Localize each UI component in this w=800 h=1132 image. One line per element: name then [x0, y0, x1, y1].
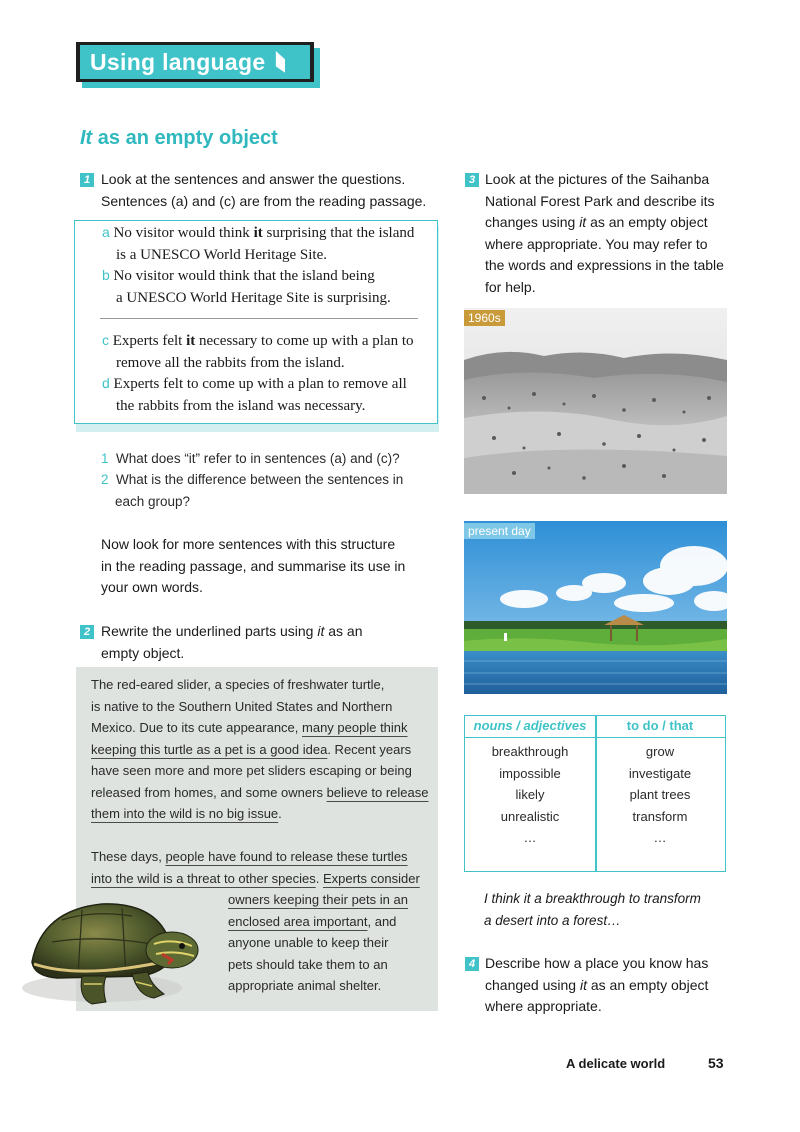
section-title: It as an empty object	[80, 127, 278, 149]
task3-instructions: Look at the pictures of the Saihanba National Forest Park and describe its changes using it as an empty object where appropriate. You may refer to the words and expressions in the table for help.	[485, 171, 724, 295]
photo-1960s-desert	[464, 308, 727, 494]
task-number-4: 4	[465, 957, 479, 971]
photo-tag-1960s: 1960s	[464, 310, 505, 326]
photo-present-day-forest	[464, 521, 727, 694]
task4-instructions: Describe how a place you know has changed using it as an empty object where appropriate.	[485, 955, 709, 1014]
vocabulary-table	[464, 715, 726, 872]
task2-instructions: Rewrite the underlined parts using it as an empty object.	[101, 623, 363, 661]
table-header-nouns: nouns / adjectives	[473, 718, 587, 733]
turtle-image	[22, 880, 232, 1015]
photo-tag-present-day: present day	[464, 523, 535, 539]
task-number-3: 3	[465, 173, 479, 187]
banner-title: Using language	[90, 48, 266, 75]
passage-paragraph-2-cont: owners keeping their pets in an enclosed area important, and anyone unable to keep their pets should take them to an appropriate animal shelter.	[228, 892, 408, 993]
table-column-1: breakthrough impossible likely unrealistic …	[491, 744, 569, 845]
task1-follow-up: Now look for more sentences with this structure in the reading passage, and summarise its use in your own words.	[101, 536, 406, 595]
task1-instructions: Look at the sentences and answer the questions. Sentences (a) and (c) are from the reading passage.	[101, 171, 427, 209]
bookmark-icon	[273, 51, 285, 73]
table-column-2: grow investigate plant trees transform …	[628, 744, 692, 845]
example-divider	[100, 318, 418, 319]
question-1: 1 What does “it” refer to in sentences (a) and (c)?	[101, 451, 400, 466]
passage-paragraph-2: These days, people have found to release these turtles into the wild is a threat to other species. Experts consider	[91, 849, 420, 886]
unit-title: A delicate world	[566, 1056, 666, 1071]
example-c: c Experts felt it necessary to come up with a plan to remove all the rabbits from the island.	[102, 332, 414, 371]
passage-paragraph-1: The red-eared slider, a species of freshwater turtle, is native to the Southern United States and Northern Mexico. Due to its cute appearance, many people think keeping this turtle as a pet is a good idea. Recent years have seen more and more pet sliders escaping or being released from homes, and some owners believe to release them into the wild is no big issue.	[91, 677, 429, 821]
section-banner	[76, 42, 314, 82]
example-d: d Experts felt to come up with a plan to remove all the rabbits from the island was necessary.	[102, 375, 407, 414]
example-answer: I think it a breakthrough to transform a desert into a forest…	[484, 891, 701, 928]
example-b: b No visitor would think that the island being a UNESCO World Heritage Site is surprising.	[102, 267, 391, 306]
table-header-to-do: to do / that	[626, 718, 694, 733]
task-number-1: 1	[80, 173, 94, 187]
question-2: 2 What is the difference between the sentences in each group?	[101, 472, 404, 509]
example-a: a No visitor would think it surprising that the island is a UNESCO World Heritage Site.	[102, 224, 415, 263]
task-number-2: 2	[80, 625, 94, 639]
page-number: 53	[708, 1055, 724, 1071]
